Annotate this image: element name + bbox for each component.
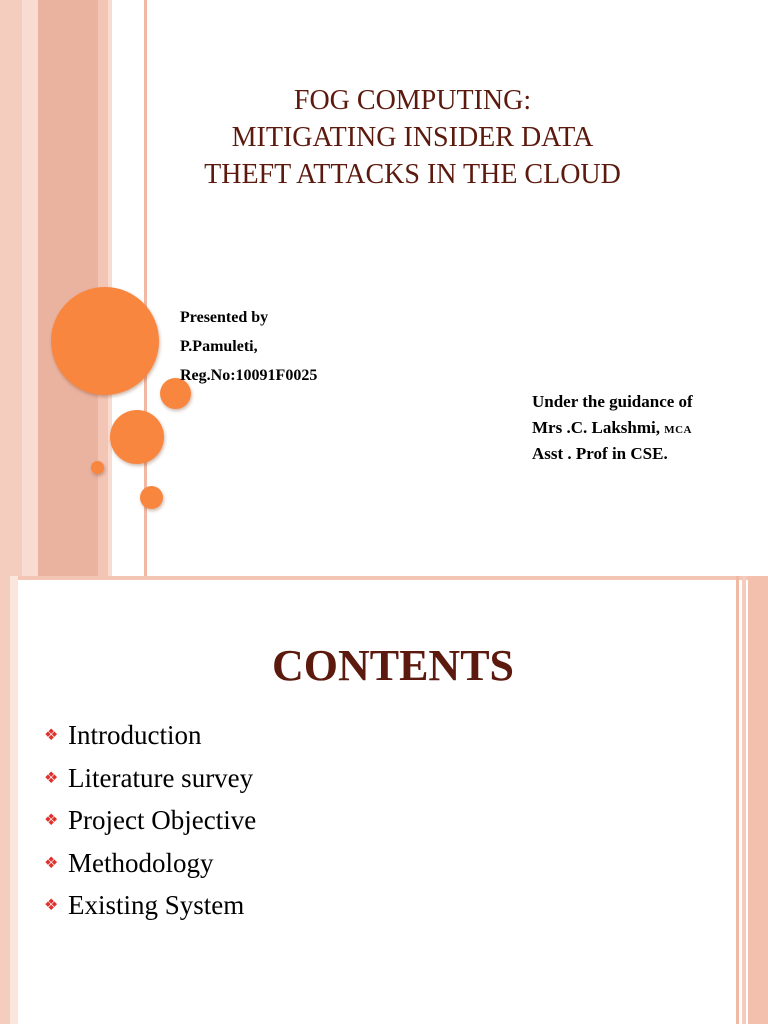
title-line-2: MITIGATING INSIDER DATA	[231, 122, 594, 153]
list-item-label: Project Objective	[68, 805, 257, 835]
presented-by-label: Presented by	[180, 309, 269, 326]
list-item	[44, 884, 256, 927]
diamond-bullet-icon: ❖	[44, 897, 59, 914]
title-line-1: FOG COMPUTING:	[293, 85, 532, 116]
list-item	[44, 842, 256, 885]
diamond-bullet-icon: ❖	[44, 727, 59, 744]
guide-name: Mrs .C. Lakshmi,	[532, 418, 660, 437]
presenter-name: P.Pamuleti,	[180, 338, 258, 355]
decorative-band	[38, 0, 98, 576]
decorative-band	[22, 0, 38, 576]
decorative-line	[0, 576, 768, 580]
title-line-3: THEFT ATTACKS IN THE CLOUD	[204, 159, 621, 190]
list-item	[44, 714, 256, 757]
decorative-circle	[110, 410, 164, 464]
contents-title: CONTENTS	[271, 641, 515, 690]
list-item-label: Introduction	[68, 720, 202, 750]
decorative-circle	[140, 486, 163, 509]
guide-designation: Asst . Prof in CSE.	[532, 444, 668, 463]
presenter-block	[180, 306, 317, 393]
guidance-block	[532, 390, 693, 468]
registration-number: Reg.No:10091F0025	[180, 367, 318, 384]
decorative-band	[0, 0, 22, 576]
diamond-bullet-icon: ❖	[44, 854, 59, 872]
list-item-label: Existing System	[68, 890, 245, 920]
guidance-heading: Under the guidance of	[532, 392, 693, 411]
list-item	[44, 757, 256, 800]
guide-line	[532, 416, 693, 442]
diamond-bullet-icon: ❖	[44, 812, 59, 829]
list-item	[44, 799, 256, 842]
guide-degree: MCA	[664, 424, 693, 436]
diamond-bullet-icon: ❖	[44, 769, 59, 787]
decorative-circle	[51, 287, 159, 395]
list-item-label: Literature survey	[68, 762, 254, 793]
contents-list	[44, 714, 256, 927]
list-item-label: Methodology	[68, 847, 214, 878]
decorative-circle	[91, 461, 104, 474]
slide-title	[150, 82, 675, 193]
contents-slide	[0, 576, 768, 1024]
